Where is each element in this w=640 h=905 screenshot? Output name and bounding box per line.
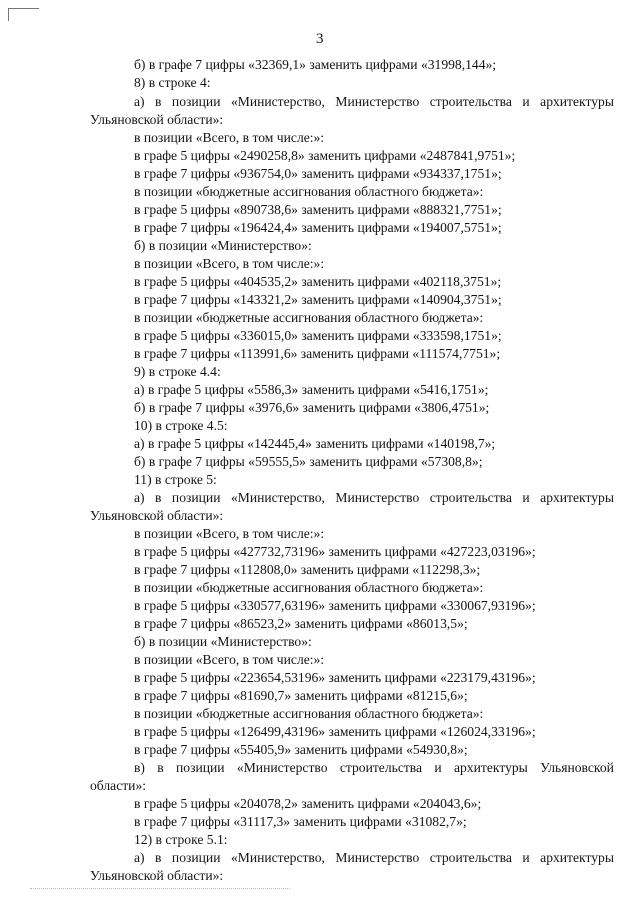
text-word: Министерство bbox=[335, 490, 420, 505]
text-line-justified bbox=[134, 489, 614, 507]
text-word: позиции bbox=[171, 94, 221, 109]
text-line: в графе 5 цифры «336015,0» заменить цифрами «333598,1751»; bbox=[134, 328, 502, 343]
text-line: в графе 5 цифры «204078,2» заменить цифрами «204043,6»; bbox=[134, 796, 482, 811]
text-line: 10) в строке 4.5: bbox=[134, 418, 228, 433]
text-word: а) bbox=[134, 94, 145, 109]
text-line-justified bbox=[134, 849, 614, 867]
text-line: в графе 7 цифры «143321,2» заменить цифрами «140904,3751»; bbox=[134, 292, 502, 307]
text-word: позиции bbox=[171, 850, 221, 865]
text-line: в графе 7 цифры «86523,2» заменить цифрами «86013,5»; bbox=[134, 616, 468, 631]
text-word: строительства bbox=[339, 760, 423, 775]
text-word: архитектуры bbox=[540, 850, 614, 865]
text-line: в графе 7 цифры «55405,9» заменить цифрами «54930,8»; bbox=[134, 742, 468, 757]
text-line: в позиции «Всего, в том числе:»: bbox=[134, 652, 325, 667]
text-line: в позиции «бюджетные ассигнования областного бюджета»: bbox=[134, 580, 484, 595]
text-word: и bbox=[522, 94, 530, 109]
text-word: в bbox=[155, 94, 162, 109]
text-word: в bbox=[155, 850, 162, 865]
text-word: строительства bbox=[429, 490, 512, 505]
text-line: в графе 5 цифры «404535,2» заменить цифрами «402118,3751»; bbox=[134, 274, 502, 289]
text-word: и bbox=[434, 760, 442, 775]
text-line: области»: bbox=[90, 778, 147, 793]
text-line: в позиции «бюджетные ассигнования областного бюджета»: bbox=[134, 184, 484, 199]
text-line: в графе 7 цифры «81690,7» заменить цифрами «81215,6»; bbox=[134, 688, 468, 703]
text-line: Ульяновской области»: bbox=[90, 112, 224, 127]
text-word: в bbox=[155, 490, 162, 505]
text-line: б) в графе 7 цифры «3976,6» заменить цифрами «3806,4751»; bbox=[134, 400, 490, 415]
text-line-justified bbox=[134, 759, 614, 777]
text-line: в графе 5 цифры «330577,63196» заменить цифрами «330067,93196»; bbox=[134, 598, 536, 613]
text-word: позиции bbox=[176, 760, 225, 775]
text-word: Министерство bbox=[335, 94, 420, 109]
text-word: «Министерство, bbox=[230, 850, 325, 865]
text-line: в графе 7 цифры «113991,6» заменить цифрами «111574,7751»; bbox=[134, 346, 501, 361]
text-line: б) в графе 7 цифры «59555,5» заменить цифрами «57308,8»; bbox=[134, 454, 483, 469]
text-line: 12) в строке 5.1: bbox=[134, 832, 228, 847]
text-line: Ульяновской области»: bbox=[90, 868, 224, 883]
text-word: «Министерство bbox=[236, 760, 328, 775]
text-line: в графе 5 цифры «427732,73196» заменить цифрами «427223,03196»; bbox=[134, 544, 536, 559]
text-line: б) в позиции «Министерство»: bbox=[134, 634, 312, 649]
text-line: в позиции «Всего, в том числе:»: bbox=[134, 526, 325, 541]
text-word: в bbox=[157, 760, 164, 775]
text-line: в графе 7 цифры «112808,0» заменить цифрами «112298,3»; bbox=[134, 562, 481, 577]
scan-artifact bbox=[30, 888, 290, 890]
text-line: а) в графе 5 цифры «5586,3» заменить цифрами «5416,1751»; bbox=[134, 382, 489, 397]
scan-corner-mark bbox=[8, 8, 39, 21]
text-line: в позиции «бюджетные ассигнования областного бюджета»: bbox=[134, 310, 484, 325]
text-word: позиции bbox=[171, 490, 221, 505]
text-word: и bbox=[522, 850, 530, 865]
text-line: 11) в строке 5: bbox=[134, 472, 217, 487]
text-line: б) в позиции «Министерство»: bbox=[134, 238, 312, 253]
text-line: 9) в строке 4.4: bbox=[134, 364, 221, 379]
text-line: в графе 7 цифры «31117,3» заменить цифрами «31082,7»; bbox=[134, 814, 467, 829]
text-word: строительства bbox=[429, 94, 512, 109]
text-word: строительства bbox=[429, 850, 512, 865]
text-line: б) в графе 7 цифры «32369,1» заменить цифрами «31998,144»; bbox=[134, 57, 497, 72]
text-word: Ульяновской bbox=[540, 760, 614, 775]
text-line: в позиции «Всего, в том числе:»: bbox=[134, 130, 325, 145]
text-line: в позиции «бюджетные ассигнования областного бюджета»: bbox=[134, 706, 484, 721]
text-line: в графе 7 цифры «196424,4» заменить цифрами «194007,5751»; bbox=[134, 220, 502, 235]
text-word: «Министерство, bbox=[230, 490, 325, 505]
text-word: Министерство bbox=[335, 850, 420, 865]
text-line: в графе 5 цифры «2490258,8» заменить цифрами «2487841,9751»; bbox=[134, 148, 516, 163]
text-word: и bbox=[522, 490, 530, 505]
text-line-justified bbox=[134, 93, 614, 111]
text-line: в графе 5 цифры «126499,43196» заменить цифрами «126024,33196»; bbox=[134, 724, 536, 739]
text-word: а) bbox=[134, 490, 145, 505]
text-word: архитектуры bbox=[540, 94, 614, 109]
text-line: в позиции «Всего, в том числе:»: bbox=[134, 256, 325, 271]
text-line: Ульяновской области»: bbox=[90, 508, 224, 523]
text-line: в графе 5 цифры «890738,6» заменить цифрами «888321,7751»; bbox=[134, 202, 502, 217]
text-word: а) bbox=[134, 850, 145, 865]
text-line: в графе 5 цифры «223654,53196» заменить цифрами «223179,43196»; bbox=[134, 670, 536, 685]
text-line: в графе 7 цифры «936754,0» заменить цифрами «934337,1751»; bbox=[134, 166, 502, 181]
text-line: а) в графе 5 цифры «142445,4» заменить цифрами «140198,7»; bbox=[134, 436, 496, 451]
text-word: архитектуры bbox=[454, 760, 528, 775]
page-number: 3 bbox=[316, 31, 324, 47]
text-word: архитектуры bbox=[540, 490, 614, 505]
text-line: 8) в строке 4: bbox=[134, 75, 211, 90]
text-word: «Министерство, bbox=[230, 94, 325, 109]
text-word: в) bbox=[134, 760, 145, 775]
